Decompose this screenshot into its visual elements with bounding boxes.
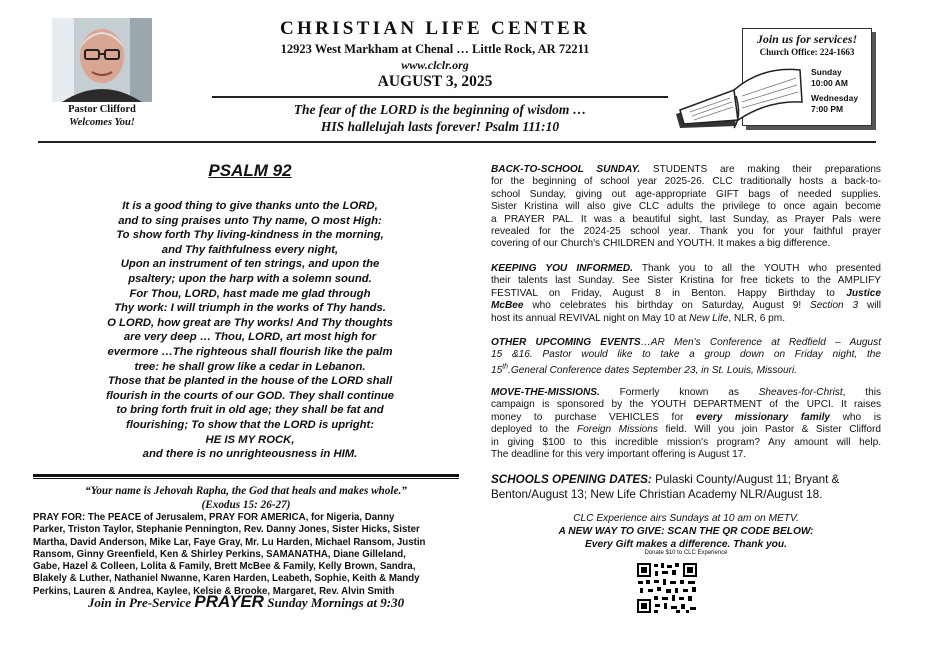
pre-service-prayer [33, 592, 459, 612]
pastor-welcome: Welcomes You! [69, 117, 135, 128]
sunday-time: 10:00 AM [811, 78, 849, 88]
psalm-line: to bring forth fruit in old age; they shall be fat and [116, 404, 384, 417]
back-to-school-article [491, 164, 881, 251]
article-line: who celebrates his birthday on Saturday, August 9! [523, 300, 810, 312]
section-name: Section 3 [810, 300, 859, 312]
article-line: money to purchase VEHICLES for [491, 411, 696, 423]
pray-for-line: PRAY FOR: The PEACE of Jerusalem, PRAY FOR AMERICA, for Nigeria, Danny [33, 512, 395, 523]
psalm-line: evermore …The righteous shall flourish like the palm [107, 345, 393, 358]
article-line: for the beginning of school year 2025-26. CLC traditionally hosts a back-to- [491, 176, 881, 188]
pre-service-text: Join in Pre-Service [87, 595, 192, 610]
psalm-line: flourish in the courts of our GOD. They shall continue [105, 389, 395, 402]
clc-experience-note: CLC Experience airs Sundays at 10 am on METV. [573, 513, 799, 524]
pastor-photo [52, 18, 152, 102]
upcoming-events-article [491, 337, 881, 378]
article-line: will [858, 300, 881, 312]
psalm-line: tree: he shall grow like a cedar in Lebanon. [134, 360, 366, 373]
article-line: their talents last Sunday. See Sister Kristina for free tickets to the AMPLIFY [491, 275, 881, 287]
header-verse-line2: HIS hallelujah lasts forever! Psalm 111:10 [320, 119, 560, 134]
article-line: Pulaski County/August 11; Bryant & [651, 473, 840, 486]
psalm-title: PSALM 92 [208, 161, 292, 180]
pastor-caption: Pastor Clifford [68, 104, 136, 115]
psalm-line: are very deep … Thou, LORD, art most high for [123, 331, 377, 344]
wednesday-label: Wednesday [811, 93, 859, 103]
psalm-line: It is a good thing to give thanks unto the LORD, [122, 200, 378, 212]
pray-for-line: Parker, Triston Taylor, Stephanie Pennington, Rev. Danny Jones, Sister Hicks, Sister [33, 524, 420, 536]
ordinal-suffix: th [502, 363, 509, 371]
article-line: covering of our Church's CHILDREN and YOUTH. It makes a big difference. [491, 238, 831, 250]
psalm-line: For Thou, LORD, hast made me glad through [129, 287, 371, 300]
prayer-word: PRAYER [194, 592, 264, 611]
ordinal-number: 15 [491, 365, 503, 377]
article-line: …AR Men's Conference at Redfield – August [640, 337, 881, 348]
article-line: field. Will you join Pastor & Sister Clifford [657, 424, 882, 436]
birthday-surname: McBee [491, 300, 524, 312]
article-line: deployed to the [491, 424, 577, 436]
article-line: Benton/August 13; New Life Christian Academy NLR/August 18. [491, 487, 823, 501]
header-verse-line1: The fear of the LORD is the beginning of wisdom … [293, 102, 587, 117]
article-line: Sister Kristina will also give CLC adults the privilege to once again become [491, 201, 881, 213]
article-line: who is [830, 411, 882, 423]
open-bible-icon [672, 56, 808, 130]
emphasis-text: Foreign Missions [576, 424, 658, 436]
pray-for-line: Ransom, Ginny Greenfield, Ken & Shirley Perkins, SAMANATHA, Diane Gilleland, [33, 548, 406, 560]
article-line: revealed for the 2024-25 school year. Thank you for your faithful prayer [491, 226, 881, 238]
psalm-text [30, 199, 470, 462]
article-line: , this [842, 387, 881, 398]
pray-for-line: Gabe, Hazel & Colleen, Lolita & Family, Brett McBee & Family, Kelly Brown, Sandra, [33, 561, 416, 573]
article-line: school Sunday, giving out age-appropriate GIFT bags of needed supplies. [491, 188, 881, 200]
psalm-line: O LORD, how great are Thy works! And Thy thoughts [107, 316, 393, 329]
qr-code-icon[interactable] [636, 562, 698, 614]
prayer-quote: “Your name is Jehovah Rapha, the God that heals and makes whole.” [85, 485, 407, 497]
pray-for-list [33, 512, 459, 598]
pray-for-line: Perkins, Lauren & Andrea, Kaylee, Kelsie & Brooke, Margaret, Rev. Alvin Smith [33, 585, 395, 597]
pray-for-line: Martha, David Anderson, Mike Lar, Faye Gray, Mr. Lu Harden, Michael Ransom, Justin [33, 536, 426, 548]
schools-opening-article [491, 473, 881, 502]
psalm-line: and there is no unrighteousness in HIM. [142, 448, 358, 461]
bulletin-date: AUGUST 3, 2025 [377, 73, 493, 90]
article-line: 15 &16. Pastor would like to take a group down on Friday night, the [491, 349, 881, 361]
prayer-quote-reference: (Exodus 15: 26-27) [201, 499, 291, 511]
keeping-informed-article [491, 263, 881, 325]
header-divider [212, 96, 668, 98]
every-gift-note: Every Gift makes a difference. Thank you. [585, 539, 787, 550]
article-line: Formerly known as [599, 387, 759, 398]
sunday-label: Sunday [811, 67, 842, 77]
article-line: host its annual REVIVAL night on May 10 at [491, 312, 690, 324]
prayer-divider-thin [33, 478, 459, 479]
psalm-line: and to sing praises unto Thy name, O most High: [118, 214, 382, 227]
new-way-to-give: A NEW WAY TO GIVE: SCAN THE QR CODE BELOW: [558, 526, 814, 537]
qr-caption: Donate $10 to CLC Experience [644, 550, 728, 556]
church-address: 12923 West Markham at Chenal … Little Rock, AR 72211 [280, 42, 590, 56]
psalm-line: To show forth Thy living-kindness in the morning, [116, 229, 384, 242]
upcoming-events-heading: OTHER UPCOMING EVENTS [491, 337, 641, 348]
former-name: Sheaves-for-Christ [758, 387, 843, 398]
birthday-name: Justice [846, 287, 881, 299]
church-office-phone: Church Office: 224-1663 [759, 47, 855, 57]
missions-heading: MOVE-THE-MISSIONS. [491, 387, 600, 398]
pray-for-line: Blakely & Luther, Nathaniel Nwanne, Karen Harden, Leabeth, Sophie, Keith & Mandy [33, 573, 420, 585]
move-the-missions-article [491, 387, 881, 461]
wednesday-time: 7:00 PM [811, 104, 844, 114]
article-line: , NLR, 6 pm. [728, 312, 786, 324]
article-line: The deadline for this very important offering is August 17. [491, 449, 747, 461]
psalm-line: flourishing; To show that the LORD is upright: [125, 418, 375, 431]
psalm-line: Thy work: I will triumph in the works of Thy hands. [114, 302, 386, 315]
church-website: www.clclr.org [401, 58, 469, 72]
ordinal-punct: . [508, 365, 511, 377]
article-line: FESTIVAL on Friday, August 8 in Benton. Happy Birthday to [491, 287, 847, 299]
article-line: campaign is sponsored by the YOUTH DEPARTMENT of the UPCI. It raises [491, 399, 881, 411]
back-to-school-heading: BACK-TO-SCHOOL SUNDAY. [491, 164, 641, 175]
article-line: a PRAYER PAL. It was a beautiful sight, last Sunday, as Prayer Pals were [491, 213, 881, 225]
article-line: STUDENTS are making their preparations [640, 164, 881, 175]
psalm-line: HE IS MY ROCK, [205, 433, 295, 446]
church-title: CHRISTIAN LIFE CENTER [279, 18, 591, 39]
psalm-line: Those that be planted in the house of the LORD shall [107, 375, 393, 388]
emphasis-text: every missionary family [695, 411, 830, 423]
venue-name: New Life [689, 312, 729, 324]
pre-service-time: Sunday Mornings at 9:30 [267, 595, 405, 610]
schools-heading: SCHOOLS OPENING DATES: [491, 473, 652, 486]
article-line: in giving $100 to this incredible mission's program? Any amount will help. [491, 436, 881, 448]
psalm-line: psaltery; upon the harp with a solemn sound. [128, 272, 372, 285]
services-heading: Join us for services! [756, 32, 858, 46]
psalm-line: Upon an instrument of ten strings, and upon the [120, 258, 380, 271]
keeping-informed-heading: KEEPING YOU INFORMED. [491, 263, 633, 274]
main-divider [38, 141, 876, 143]
article-line: General Conference dates September 23, in St. Louis, Missouri. [510, 365, 798, 377]
article-line: Thank you to all the YOUTH who presented [632, 263, 881, 274]
psalm-line: and Thy faithfulness every night, [161, 243, 339, 256]
prayer-divider [33, 474, 459, 477]
